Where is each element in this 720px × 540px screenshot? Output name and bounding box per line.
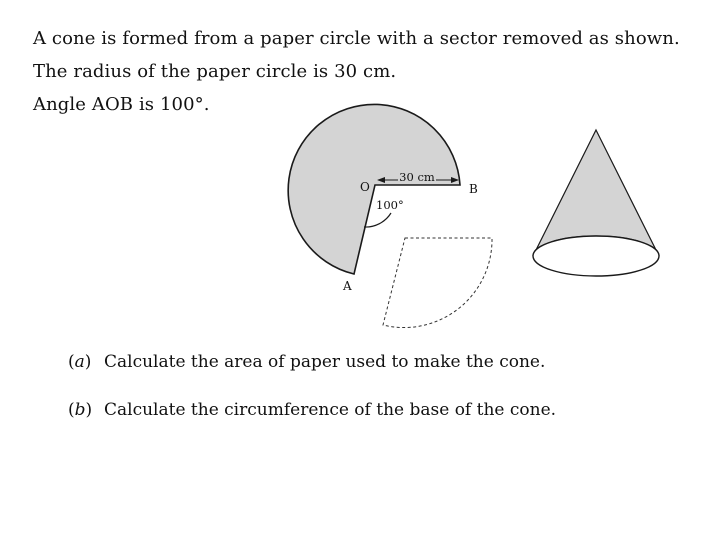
question-a-tag: (a) <box>68 352 92 372</box>
label-a: A <box>343 279 352 293</box>
removed-sector <box>383 238 492 328</box>
cone-base <box>533 236 659 276</box>
question-a <box>68 352 545 372</box>
angle-label: 100° <box>376 198 404 212</box>
problem-line-1: A cone is formed from a paper circle with a sector removed as shown. <box>33 28 680 49</box>
question-a-text: Calculate the area of paper used to make the cone. <box>104 352 546 372</box>
problem-line-3: Angle AOB is 100°. <box>33 94 210 115</box>
label-b: B <box>469 182 478 196</box>
question-b <box>68 400 556 420</box>
label-o: O <box>360 180 370 194</box>
radius-label: 30 cm <box>399 170 435 184</box>
problem-line-2: The radius of the paper circle is 30 cm. <box>33 61 397 82</box>
paper-sector <box>288 104 460 274</box>
question-b-text: Calculate the circumference of the base of the cone. <box>104 400 557 420</box>
question-b-tag: (b) <box>68 400 93 420</box>
